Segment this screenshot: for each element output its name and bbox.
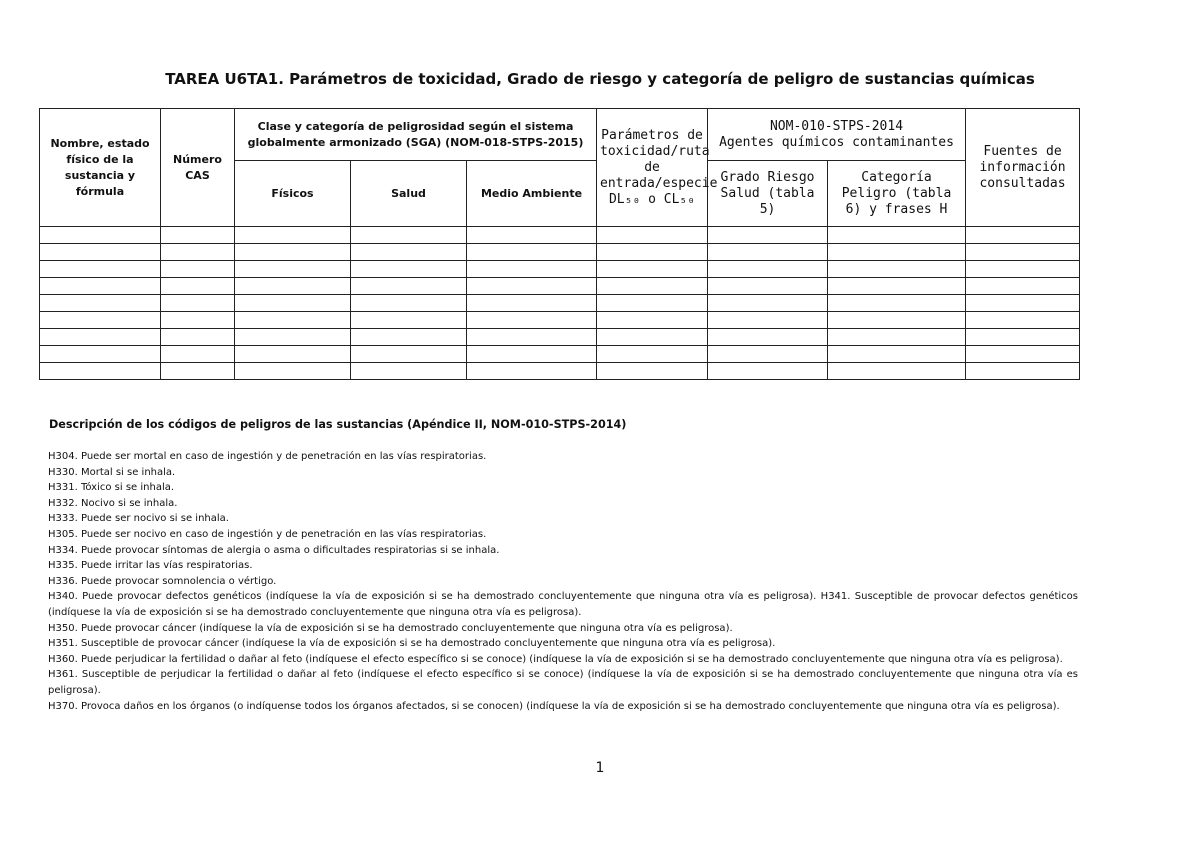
hazard-code-item: H333. Puede ser nocivo si se inhala. bbox=[48, 513, 229, 525]
table-cell[interactable] bbox=[828, 329, 966, 346]
table-cell[interactable] bbox=[235, 278, 351, 295]
table-cell[interactable] bbox=[597, 261, 708, 278]
table-cell[interactable] bbox=[40, 346, 161, 363]
table-cell[interactable] bbox=[40, 278, 161, 295]
table-cell[interactable] bbox=[161, 278, 235, 295]
table-cell[interactable] bbox=[966, 261, 1080, 278]
hazard-code-item: H332. Nocivo si se inhala. bbox=[48, 497, 178, 509]
table-cell[interactable] bbox=[40, 363, 161, 380]
header-name: Nombre, estado físico de la sustancia y fórmula bbox=[40, 109, 161, 227]
table-cell[interactable] bbox=[708, 312, 828, 329]
table-cell[interactable] bbox=[351, 244, 467, 261]
table-cell[interactable] bbox=[828, 363, 966, 380]
header-medio-ambiente: Medio Ambiente bbox=[467, 161, 597, 227]
hazard-code-item: H340. Puede provocar defectos genéticos (indíquese la vía de exposición si se ha demostrado concluyentemente que ninguna otra vía es peligrosa). H341. Susceptible de provocar defectos genéticos (indíquese la vía de exposición si se ha demostrado concluyentemente que ninguna otra vía es peligrosa). bbox=[48, 591, 1078, 618]
hazard-code-item: H351. Susceptible de provocar cáncer (indíquese la vía de exposición si se ha demostrado concluyentemente que ninguna otra vía es peligrosa). bbox=[48, 638, 776, 650]
table-cell[interactable] bbox=[467, 278, 597, 295]
table-cell[interactable] bbox=[597, 312, 708, 329]
header-cas: Número CAS bbox=[161, 109, 235, 227]
header-nom-subtitle: Agentes químicos contaminantes bbox=[719, 134, 954, 150]
table-cell[interactable] bbox=[708, 278, 828, 295]
hazard-code-item: H304. Puede ser mortal en caso de ingestión y de penetración en las vías respiratorias. bbox=[48, 451, 487, 462]
hazard-code-item: H305. Puede ser nocivo en caso de ingestión y de penetración en las vías respiratorias. bbox=[48, 528, 487, 540]
table-cell[interactable] bbox=[708, 346, 828, 363]
table-cell[interactable] bbox=[597, 346, 708, 363]
table-cell[interactable] bbox=[708, 227, 828, 244]
table-cell[interactable] bbox=[597, 278, 708, 295]
table-cell[interactable] bbox=[597, 329, 708, 346]
table-cell[interactable] bbox=[966, 227, 1080, 244]
table-cell[interactable] bbox=[351, 346, 467, 363]
table-cell[interactable] bbox=[597, 295, 708, 312]
hazard-code-item: H361. Susceptible de perjudicar la fertilidad o dañar al feto (indíquese el efecto específico si se conoce) (indíquese la vía de exposición si se ha demostrado concluyentemente que ninguna otra vía es peligrosa). bbox=[48, 669, 1078, 696]
header-salud: Salud bbox=[351, 161, 467, 227]
table-row bbox=[40, 261, 1080, 278]
table-cell[interactable] bbox=[467, 227, 597, 244]
table-row bbox=[40, 329, 1080, 346]
table-cell[interactable] bbox=[708, 363, 828, 380]
table-cell[interactable] bbox=[351, 329, 467, 346]
hazard-code-item: H330. Mortal si se inhala. bbox=[48, 466, 176, 478]
table-cell[interactable] bbox=[161, 363, 235, 380]
table-row bbox=[40, 278, 1080, 295]
table-cell[interactable] bbox=[708, 261, 828, 278]
table-cell[interactable] bbox=[708, 329, 828, 346]
table-row bbox=[40, 363, 1080, 380]
table-cell[interactable] bbox=[40, 329, 161, 346]
table-cell[interactable] bbox=[828, 278, 966, 295]
table-cell[interactable] bbox=[40, 295, 161, 312]
table-cell[interactable] bbox=[161, 312, 235, 329]
table-cell[interactable] bbox=[828, 244, 966, 261]
table-cell[interactable] bbox=[966, 329, 1080, 346]
hazard-code-item: H370. Provoca daños en los órganos (o indíquense todos los órganos afectados, si se conocen) (indíquese la vía de exposición si se ha demostrado concluyentemente que ninguna otra vía es peligrosa). bbox=[48, 700, 1060, 712]
hazard-codes-list bbox=[48, 449, 1078, 714]
header-fisicos: Físicos bbox=[235, 161, 351, 227]
table-cell[interactable] bbox=[40, 227, 161, 244]
table-cell[interactable] bbox=[597, 363, 708, 380]
hazard-code-item: H350. Puede provocar cáncer (indíquese la vía de exposición si se ha demostrado concluyentemente que ninguna otra vía es peligrosa). bbox=[48, 622, 733, 634]
table-cell[interactable] bbox=[966, 346, 1080, 363]
header-grado-riesgo: Grado Riesgo Salud (tabla 5) bbox=[708, 161, 828, 227]
page-title: TAREA U6TA1. Parámetros de toxicidad, Grado de riesgo y categoría de peligro de sustancias químicas bbox=[165, 70, 1035, 88]
table-cell[interactable] bbox=[235, 244, 351, 261]
table-cell[interactable] bbox=[597, 244, 708, 261]
header-nom-code: NOM-010-STPS-2014 bbox=[769, 118, 904, 134]
table-cell[interactable] bbox=[235, 312, 351, 329]
table-cell[interactable] bbox=[351, 312, 467, 329]
table-cell[interactable] bbox=[966, 278, 1080, 295]
table-row bbox=[40, 227, 1080, 244]
table-body bbox=[40, 227, 1080, 380]
table-cell[interactable] bbox=[828, 227, 966, 244]
table-cell[interactable] bbox=[161, 227, 235, 244]
header-categoria-peligro: Categoría Peligro (tabla 6) y frases H bbox=[828, 161, 966, 227]
table-cell[interactable] bbox=[40, 261, 161, 278]
hazard-code-item: H331. Tóxico si se inhala. bbox=[48, 482, 175, 494]
page-number: 1 bbox=[595, 760, 605, 776]
table-cell[interactable] bbox=[235, 261, 351, 278]
table-cell[interactable] bbox=[467, 295, 597, 312]
table-cell[interactable] bbox=[235, 346, 351, 363]
table-cell[interactable] bbox=[40, 312, 161, 329]
table-cell[interactable] bbox=[161, 295, 235, 312]
header-nom-group bbox=[708, 109, 966, 161]
table-cell[interactable] bbox=[828, 312, 966, 329]
codes-heading: Descripción de los códigos de peligros de las sustancias (Apéndice II, NOM-010-STPS-2014) bbox=[49, 418, 627, 431]
table-cell[interactable] bbox=[708, 244, 828, 261]
table-cell[interactable] bbox=[351, 261, 467, 278]
table-row bbox=[40, 312, 1080, 329]
table-cell[interactable] bbox=[40, 244, 161, 261]
table-cell[interactable] bbox=[351, 295, 467, 312]
table-cell[interactable] bbox=[351, 363, 467, 380]
header-sources: Fuentes de información consultadas bbox=[966, 109, 1080, 227]
table-cell[interactable] bbox=[351, 278, 467, 295]
toxicity-table bbox=[39, 108, 1080, 380]
table-cell[interactable] bbox=[467, 346, 597, 363]
table-cell[interactable] bbox=[966, 244, 1080, 261]
hazard-code-item: H360. Puede perjudicar la fertilidad o dañar al feto (indíquese el efecto específico si se conoce) (indíquese la vía de exposición si se ha demostrado concluyentemente que ninguna otra vía es peligrosa). bbox=[48, 653, 1063, 665]
table-cell[interactable] bbox=[467, 329, 597, 346]
table-cell[interactable] bbox=[351, 227, 467, 244]
table-cell[interactable] bbox=[828, 346, 966, 363]
table-cell[interactable] bbox=[966, 312, 1080, 329]
table-cell[interactable] bbox=[966, 363, 1080, 380]
table-cell[interactable] bbox=[966, 295, 1080, 312]
hazard-code-item: H336. Puede provocar somnolencia o vértigo. bbox=[48, 575, 277, 587]
header-toxicity-params-dl: DL₅₀ o CL₅₀ bbox=[608, 191, 696, 207]
table-cell[interactable] bbox=[467, 312, 597, 329]
table-cell[interactable] bbox=[828, 261, 966, 278]
hazard-code-item: H334. Puede provocar síntomas de alergia o asma o dificultades respiratorias si se inhala. bbox=[48, 544, 500, 556]
table-cell[interactable] bbox=[467, 261, 597, 278]
table-cell[interactable] bbox=[467, 244, 597, 261]
table-cell[interactable] bbox=[161, 244, 235, 261]
table-cell[interactable] bbox=[161, 329, 235, 346]
table-row bbox=[40, 346, 1080, 363]
table-cell[interactable] bbox=[235, 329, 351, 346]
table-cell[interactable] bbox=[235, 295, 351, 312]
table-cell[interactable] bbox=[235, 363, 351, 380]
table-cell[interactable] bbox=[235, 227, 351, 244]
header-sga-group: Clase y categoría de peligrosidad según el sistema globalmente armonizado (SGA) (NOM-018-STPS-2015) bbox=[235, 109, 597, 161]
table-cell[interactable] bbox=[161, 346, 235, 363]
header-toxicity-params-text: Parámetros de toxicidad/ruta de entrada/especie bbox=[600, 127, 718, 191]
table-cell[interactable] bbox=[597, 227, 708, 244]
table-cell[interactable] bbox=[708, 295, 828, 312]
header-toxicity-params bbox=[597, 109, 718, 227]
table-cell[interactable] bbox=[467, 363, 597, 380]
table-cell[interactable] bbox=[161, 261, 235, 278]
table-cell[interactable] bbox=[828, 295, 966, 312]
table-row bbox=[40, 244, 1080, 261]
hazard-code-item: H335. Puede irritar las vías respiratorias. bbox=[48, 560, 253, 572]
table-row bbox=[40, 295, 1080, 312]
